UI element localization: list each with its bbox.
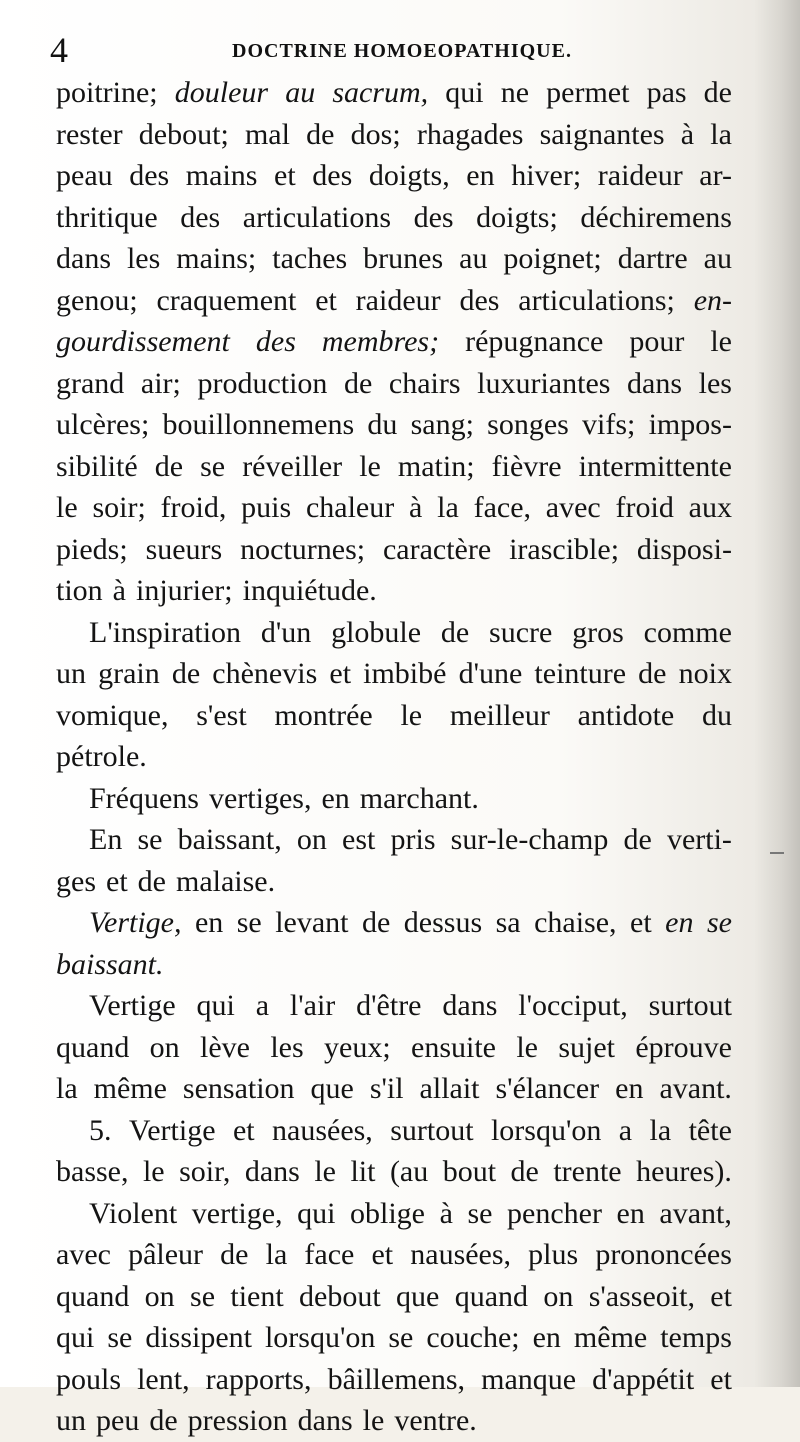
- word: Vertige,: [89, 906, 182, 939]
- text-line: [56, 321, 732, 363]
- word: dissipent: [145, 1321, 252, 1354]
- word: des: [459, 283, 500, 317]
- word: grand: [56, 366, 125, 400]
- word: du: [701, 698, 732, 732]
- word: (au: [389, 1155, 429, 1188]
- word: le: [710, 325, 732, 358]
- word: de: [703, 76, 732, 109]
- word: disposi-: [636, 532, 732, 566]
- word: on: [543, 1279, 574, 1313]
- word: quand: [454, 1279, 529, 1313]
- word: verti-: [666, 823, 732, 856]
- text-line: [56, 1359, 732, 1401]
- word: ensuite: [411, 1030, 496, 1064]
- text-line: [56, 819, 732, 861]
- word: poitrine;: [56, 76, 158, 109]
- word: de: [362, 906, 391, 939]
- word: ne: [500, 76, 530, 109]
- word: oblige: [350, 1196, 426, 1230]
- word: sensation: [182, 1072, 295, 1105]
- text-line: [56, 1110, 732, 1152]
- word: thritique: [56, 200, 158, 234]
- word: le: [56, 491, 78, 524]
- word: à: [439, 1196, 453, 1230]
- word: rester: [56, 117, 123, 151]
- word: au: [285, 76, 316, 109]
- word: Fréquens: [89, 781, 199, 815]
- word: au: [703, 242, 732, 275]
- word: de: [154, 449, 184, 483]
- word: en: [321, 781, 350, 815]
- word: et: [106, 864, 128, 898]
- word: poignet;: [503, 242, 602, 275]
- word: tête: [688, 1113, 732, 1147]
- word: taches: [272, 242, 348, 275]
- word: caractère: [382, 532, 492, 566]
- word: avec: [545, 491, 601, 524]
- word: le: [359, 449, 381, 483]
- word: vertiges,: [208, 781, 312, 815]
- word: le: [314, 1155, 336, 1188]
- word: le: [516, 1030, 538, 1064]
- word: avant.: [659, 1072, 732, 1105]
- word: genou;: [56, 283, 138, 317]
- word: En: [89, 823, 123, 856]
- text-line: [56, 114, 732, 156]
- word: 5.: [89, 1113, 112, 1147]
- word: intermittente: [578, 449, 732, 483]
- word: sur-le-champ: [450, 823, 609, 856]
- word: déchiremens: [580, 200, 732, 234]
- text-line: [56, 1151, 732, 1193]
- word: la: [710, 117, 732, 151]
- text-line: [56, 653, 732, 695]
- word: ar-: [699, 159, 732, 192]
- word: qui: [196, 989, 235, 1022]
- word: les: [270, 1030, 304, 1064]
- word: la: [649, 1113, 672, 1147]
- word: dans: [442, 989, 498, 1022]
- text-line: [56, 944, 732, 986]
- word: se: [706, 906, 732, 939]
- word: lent,: [137, 1362, 190, 1396]
- word: rhagades: [416, 117, 524, 151]
- word: que: [310, 1072, 354, 1105]
- word: mains: [185, 159, 258, 192]
- word: peu: [96, 1404, 140, 1437]
- word: inquiétude.: [242, 574, 377, 607]
- word: la: [56, 1072, 78, 1105]
- word: chaise,: [534, 906, 617, 939]
- word: des: [255, 325, 296, 358]
- word: dans: [56, 242, 111, 275]
- word: saignantes: [539, 117, 665, 151]
- word: d'être: [356, 989, 422, 1022]
- word: d'appétit: [592, 1362, 695, 1396]
- word: peau: [56, 159, 113, 192]
- word: lit: [350, 1155, 376, 1188]
- page-edge-shadow: [754, 0, 800, 1387]
- word: froid: [615, 491, 674, 524]
- word: à: [409, 491, 423, 524]
- word: dartre: [617, 242, 688, 275]
- word: matin;: [397, 449, 475, 483]
- word: s'asseoit,: [588, 1279, 695, 1313]
- word: aux: [688, 491, 732, 524]
- word: dessus: [403, 906, 483, 939]
- word: quand: [56, 1279, 130, 1313]
- word: fièvre: [491, 449, 562, 483]
- text-line: [56, 1234, 732, 1276]
- word: de: [638, 657, 667, 690]
- word: mains;: [176, 242, 257, 275]
- word: pris: [390, 823, 436, 856]
- word: Vertige: [128, 1113, 216, 1147]
- word: articulations;: [518, 283, 675, 317]
- word: baissant.: [56, 947, 164, 981]
- word: les: [126, 242, 161, 275]
- word: quand: [56, 1030, 130, 1064]
- word: avec: [56, 1238, 111, 1271]
- word: même: [93, 1072, 167, 1105]
- word: de: [344, 366, 373, 400]
- word: soir;: [92, 491, 146, 524]
- word: un: [56, 657, 86, 690]
- word: trente: [553, 1155, 622, 1188]
- word: temps: [660, 1321, 732, 1354]
- word: soir,: [179, 1155, 231, 1188]
- word: mal: [244, 117, 290, 151]
- word: permet: [546, 76, 630, 109]
- word: air;: [140, 366, 181, 400]
- text-line: [56, 238, 732, 280]
- word: pression: [187, 1404, 288, 1437]
- word: impos-: [648, 408, 732, 441]
- word: se: [137, 823, 163, 856]
- word: chairs: [388, 366, 461, 400]
- word: dans: [627, 366, 683, 400]
- word: rapports,: [205, 1362, 312, 1396]
- text-line: [56, 570, 732, 612]
- word: réveiller: [242, 449, 343, 483]
- word: antidote: [577, 698, 675, 732]
- word: sueurs: [145, 532, 223, 566]
- word: le: [362, 1404, 385, 1437]
- word: face: [304, 1238, 355, 1271]
- word: l'occiput,: [518, 989, 628, 1022]
- word: ventre.: [394, 1404, 477, 1437]
- word: songes: [487, 408, 569, 441]
- word: de: [306, 117, 335, 151]
- word: s'élancer: [495, 1072, 600, 1105]
- word: et: [371, 1238, 394, 1271]
- word: pieds;: [56, 532, 128, 566]
- word: avant,: [659, 1196, 732, 1230]
- word: a: [618, 1113, 633, 1147]
- word: que: [396, 1279, 440, 1313]
- word: bouillonnemens: [162, 408, 355, 441]
- word: s'est: [196, 698, 247, 732]
- word: des: [129, 159, 170, 192]
- text-line: [56, 778, 732, 820]
- word: malaise.: [175, 864, 276, 898]
- word: articulations: [242, 200, 392, 234]
- word: se: [388, 1321, 414, 1354]
- word: surtout: [390, 1113, 474, 1147]
- word: en-: [693, 283, 732, 317]
- text-line: [56, 72, 732, 114]
- word: imbibé: [363, 657, 447, 690]
- word: et: [315, 283, 337, 317]
- word: la: [265, 1238, 288, 1271]
- word: de: [440, 615, 470, 649]
- word: L'inspiration: [89, 615, 242, 649]
- word: éprouve: [635, 1030, 732, 1064]
- word: levant: [275, 906, 349, 939]
- word: production: [197, 366, 328, 400]
- word: montrée: [274, 698, 373, 732]
- running-head: DOCTRINE HOMOEOPATHIQUE.: [232, 40, 572, 62]
- word: tient: [230, 1279, 284, 1313]
- word: le: [400, 698, 423, 732]
- word: on: [149, 1030, 180, 1064]
- word: les: [698, 366, 732, 400]
- word: sujet: [558, 1030, 615, 1064]
- text-line: [56, 1068, 732, 1110]
- word: d'un: [260, 615, 312, 649]
- word: ges: [56, 864, 96, 898]
- word: debout: [299, 1279, 381, 1313]
- word: se: [190, 1279, 216, 1313]
- word: des: [180, 200, 221, 234]
- word: et: [232, 1113, 255, 1147]
- word: craquement: [156, 283, 297, 317]
- word: de: [623, 823, 652, 856]
- word: dans: [244, 1155, 300, 1188]
- word: qui: [445, 76, 484, 109]
- word: de: [137, 864, 166, 898]
- word: vifs;: [582, 408, 636, 441]
- word: chaleur: [305, 491, 395, 524]
- word: chènevis: [212, 657, 318, 690]
- word: sacrum,: [332, 76, 429, 109]
- word: on: [144, 1279, 175, 1313]
- word: manque: [481, 1362, 577, 1396]
- word: du: [367, 408, 398, 441]
- word: nocturnes;: [240, 532, 366, 566]
- word: raideur: [355, 283, 441, 317]
- page-number: 4: [50, 30, 68, 70]
- text-line: [56, 404, 732, 446]
- word: nausées,: [410, 1238, 512, 1271]
- word: sang;: [410, 408, 474, 441]
- word: Violent: [89, 1196, 178, 1230]
- word: face,: [473, 491, 532, 524]
- word: membres;: [321, 325, 440, 358]
- word: doigts,: [368, 159, 450, 192]
- word: à: [680, 117, 695, 151]
- text-line: [56, 985, 732, 1027]
- word: se: [200, 449, 226, 483]
- word: des: [413, 200, 454, 234]
- word: en: [615, 1072, 644, 1105]
- word: sa: [495, 906, 521, 939]
- word: pouls: [56, 1362, 122, 1396]
- word: se: [236, 906, 262, 939]
- word: le: [142, 1155, 165, 1188]
- margin-dash: [770, 852, 784, 854]
- word: de: [510, 1155, 539, 1188]
- word: meilleur: [449, 698, 550, 732]
- page-header: [50, 30, 730, 70]
- text-line: [56, 1027, 732, 1069]
- word: se: [467, 1196, 493, 1230]
- word: vomique,: [56, 698, 169, 732]
- word: douleur: [174, 76, 269, 109]
- word: est: [342, 823, 376, 856]
- word: l'air: [289, 989, 336, 1022]
- word: et: [710, 1362, 732, 1396]
- text-line: [56, 1400, 732, 1442]
- text-line: [56, 1193, 732, 1235]
- word: raideur: [597, 159, 683, 192]
- word: et: [329, 657, 352, 690]
- word: en: [194, 906, 224, 939]
- word: pas: [646, 76, 687, 109]
- word: en: [665, 906, 694, 939]
- word: s'il: [369, 1072, 404, 1105]
- text-line: [56, 695, 732, 737]
- word: qui: [297, 1196, 336, 1230]
- text-line: [56, 529, 732, 571]
- word: des: [312, 159, 353, 192]
- body-text: [56, 72, 732, 1442]
- text-line: [56, 363, 732, 405]
- word: bout: [442, 1155, 497, 1188]
- word: pencher: [507, 1196, 602, 1230]
- word: marchant.: [359, 781, 479, 815]
- word: gourdissement: [56, 325, 230, 358]
- word: de: [220, 1238, 249, 1271]
- word: brunes: [363, 242, 444, 275]
- word: allait: [419, 1072, 480, 1105]
- word: se: [107, 1321, 133, 1354]
- word: Vertige: [89, 989, 176, 1022]
- word: globule: [331, 615, 422, 649]
- word: la: [437, 491, 459, 524]
- word: yeux;: [324, 1030, 391, 1064]
- word: lève: [200, 1030, 250, 1064]
- word: en: [616, 1196, 645, 1230]
- word: pour: [629, 325, 685, 358]
- text-line: [56, 446, 732, 488]
- word: et: [630, 906, 652, 939]
- word: qui: [56, 1321, 95, 1354]
- word: surtout: [648, 989, 732, 1022]
- word: irascible;: [509, 532, 620, 566]
- text-line: [56, 736, 732, 778]
- word: de: [149, 1404, 178, 1437]
- word: gros: [572, 615, 624, 649]
- word: d'une: [458, 657, 523, 690]
- word: ulcères;: [56, 408, 150, 441]
- word: heures).: [636, 1155, 732, 1188]
- text-line: [56, 1317, 732, 1359]
- text-line: [56, 612, 732, 654]
- text-line: [56, 1276, 732, 1318]
- word: de: [171, 657, 201, 690]
- word: teinture: [534, 657, 627, 690]
- word: basse,: [56, 1155, 129, 1188]
- word: un: [56, 1404, 86, 1437]
- word: bâillemens,: [327, 1362, 466, 1396]
- text-line: [56, 280, 732, 322]
- word: grain: [98, 657, 160, 690]
- text-line: [56, 861, 732, 903]
- word: luxuriantes: [477, 366, 611, 400]
- word: en: [466, 159, 495, 192]
- word: tion: [56, 574, 103, 607]
- word: puis: [241, 491, 292, 524]
- word: répugnance: [465, 325, 604, 358]
- word: plus: [528, 1238, 579, 1271]
- word: baissant,: [177, 823, 282, 856]
- word: injurier;: [136, 574, 233, 607]
- word: on: [296, 823, 327, 856]
- word: debout;: [138, 117, 229, 151]
- word: a: [255, 989, 270, 1022]
- word: comme: [643, 615, 732, 649]
- word: doigts;: [476, 200, 558, 234]
- text-line: [56, 155, 732, 197]
- word: prononcées: [595, 1238, 732, 1271]
- word: nausées,: [272, 1113, 373, 1147]
- word: sucre: [489, 615, 553, 649]
- word: sibilité: [56, 449, 138, 483]
- text-line: [56, 487, 732, 529]
- word: froid,: [160, 491, 227, 524]
- word: en: [532, 1321, 561, 1354]
- word: et: [710, 1279, 732, 1313]
- word: dans: [297, 1404, 353, 1437]
- word: pétrole.: [56, 740, 147, 773]
- word: à: [112, 574, 126, 607]
- word: hiver;: [511, 159, 582, 192]
- word: couche;: [426, 1321, 520, 1354]
- word: lorsqu'on: [490, 1113, 602, 1147]
- word: vertige,: [191, 1196, 283, 1230]
- word: même: [573, 1321, 648, 1354]
- word: et: [274, 159, 296, 192]
- word: pâleur: [128, 1238, 204, 1271]
- word: lorsqu'on: [264, 1321, 376, 1354]
- word: au: [459, 242, 488, 275]
- text-line: [56, 197, 732, 239]
- text-line: [56, 902, 732, 944]
- word: noix: [678, 657, 732, 690]
- word: dos;: [350, 117, 401, 151]
